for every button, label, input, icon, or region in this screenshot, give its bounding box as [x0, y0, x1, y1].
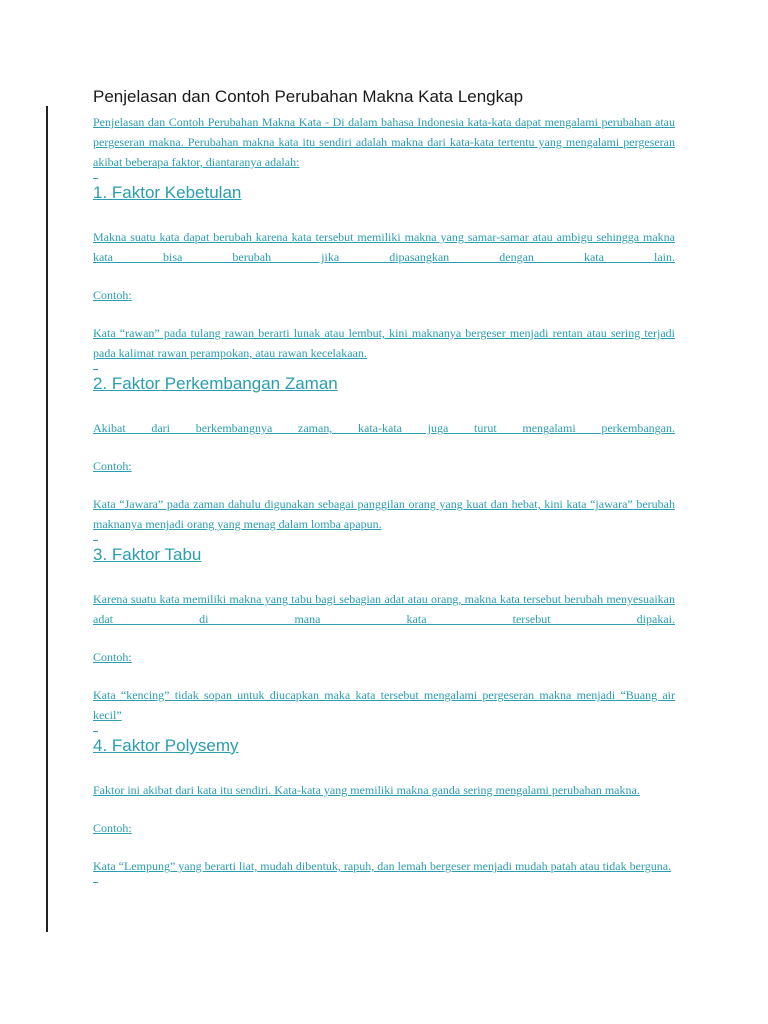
paragraph-mark	[93, 178, 98, 179]
margin-line	[46, 106, 48, 932]
document-page	[93, 86, 675, 883]
section-body-3[interactable]: Karena suatu kata memiliki makna yang tabu bagi sebagian adat atau orang, makna kata tersebut berubah menyesuaikan adat di mana kata tersebut dipakai.	[93, 592, 675, 626]
paragraph-mark	[93, 540, 98, 541]
section-heading-4[interactable]: 4. Faktor Polysemy	[93, 736, 239, 755]
contoh-label-2[interactable]: Contoh:	[93, 459, 132, 473]
section-body-1[interactable]: Makna suatu kata dapat berubah karena kata tersebut memiliki makna yang samar-samar atau ambigu sehingga makna kata bisa berubah jika dipasangkan dengan kata lain.	[93, 230, 675, 264]
paragraph-mark	[93, 882, 98, 883]
section-example-4[interactable]: Kata “Lempung” yang berarti liat, mudah dibentuk, rapuh, dan lemah bergeser menjadi mudah patah atau tidak berguna.	[93, 859, 672, 873]
section-body-2[interactable]: Akibat dari berkembangnya zaman, kata-kata juga turut mengalami perkembangan.	[93, 421, 675, 435]
paragraph-mark	[93, 731, 98, 732]
paragraph-mark	[93, 369, 98, 370]
contoh-label-3[interactable]: Contoh:	[93, 650, 132, 664]
section-example-2[interactable]: Kata “Jawara” pada zaman dahulu digunakan sebagai panggilan orang yang kuat dan hebat, kini kata “jawara” berubah maknanya menjadi orang yang menag dalam lomba apapun.	[93, 497, 675, 531]
page-title: Penjelasan dan Contoh Perubahan Makna Kata Lengkap	[93, 87, 524, 106]
section-body-4[interactable]: Faktor ini akibat dari kata itu sendiri. Kata-kata yang memiliki makna ganda sering mengalami perubahan makna.	[93, 783, 640, 797]
section-example-1[interactable]: Kata “rawan” pada tulang rawan berarti lunak atau lembut, kini maknanya bergeser menjadi rentan atau sering terjadi pada kalimat rawan perampokan, atau rawan kecelakaan.	[93, 326, 675, 360]
contoh-label-1[interactable]: Contoh:	[93, 288, 132, 302]
section-heading-2[interactable]: 2. Faktor Perkembangan Zaman	[93, 374, 338, 393]
intro-paragraph[interactable]: Penjelasan dan Contoh Perubahan Makna Kata - Di dalam bahasa Indonesia kata-kata dapat mengalami perubahan atau pergeseran makna. Perubahan makna kata itu sendiri adalah makna dari kata-kata tertentu yang mengalami pergeseran akibat beberapa faktor, diantaranya adalah:	[93, 115, 675, 169]
section-example-3[interactable]: Kata “kencing” tidak sopan untuk diucapkan maka kata tersebut mengalami pergeseran makna menjadi “Buang air kecil”	[93, 688, 675, 722]
section-heading-3[interactable]: 3. Faktor Tabu	[93, 545, 202, 564]
section-heading-1[interactable]: 1. Faktor Kebetulan	[93, 183, 242, 202]
contoh-label-4[interactable]: Contoh:	[93, 821, 132, 835]
